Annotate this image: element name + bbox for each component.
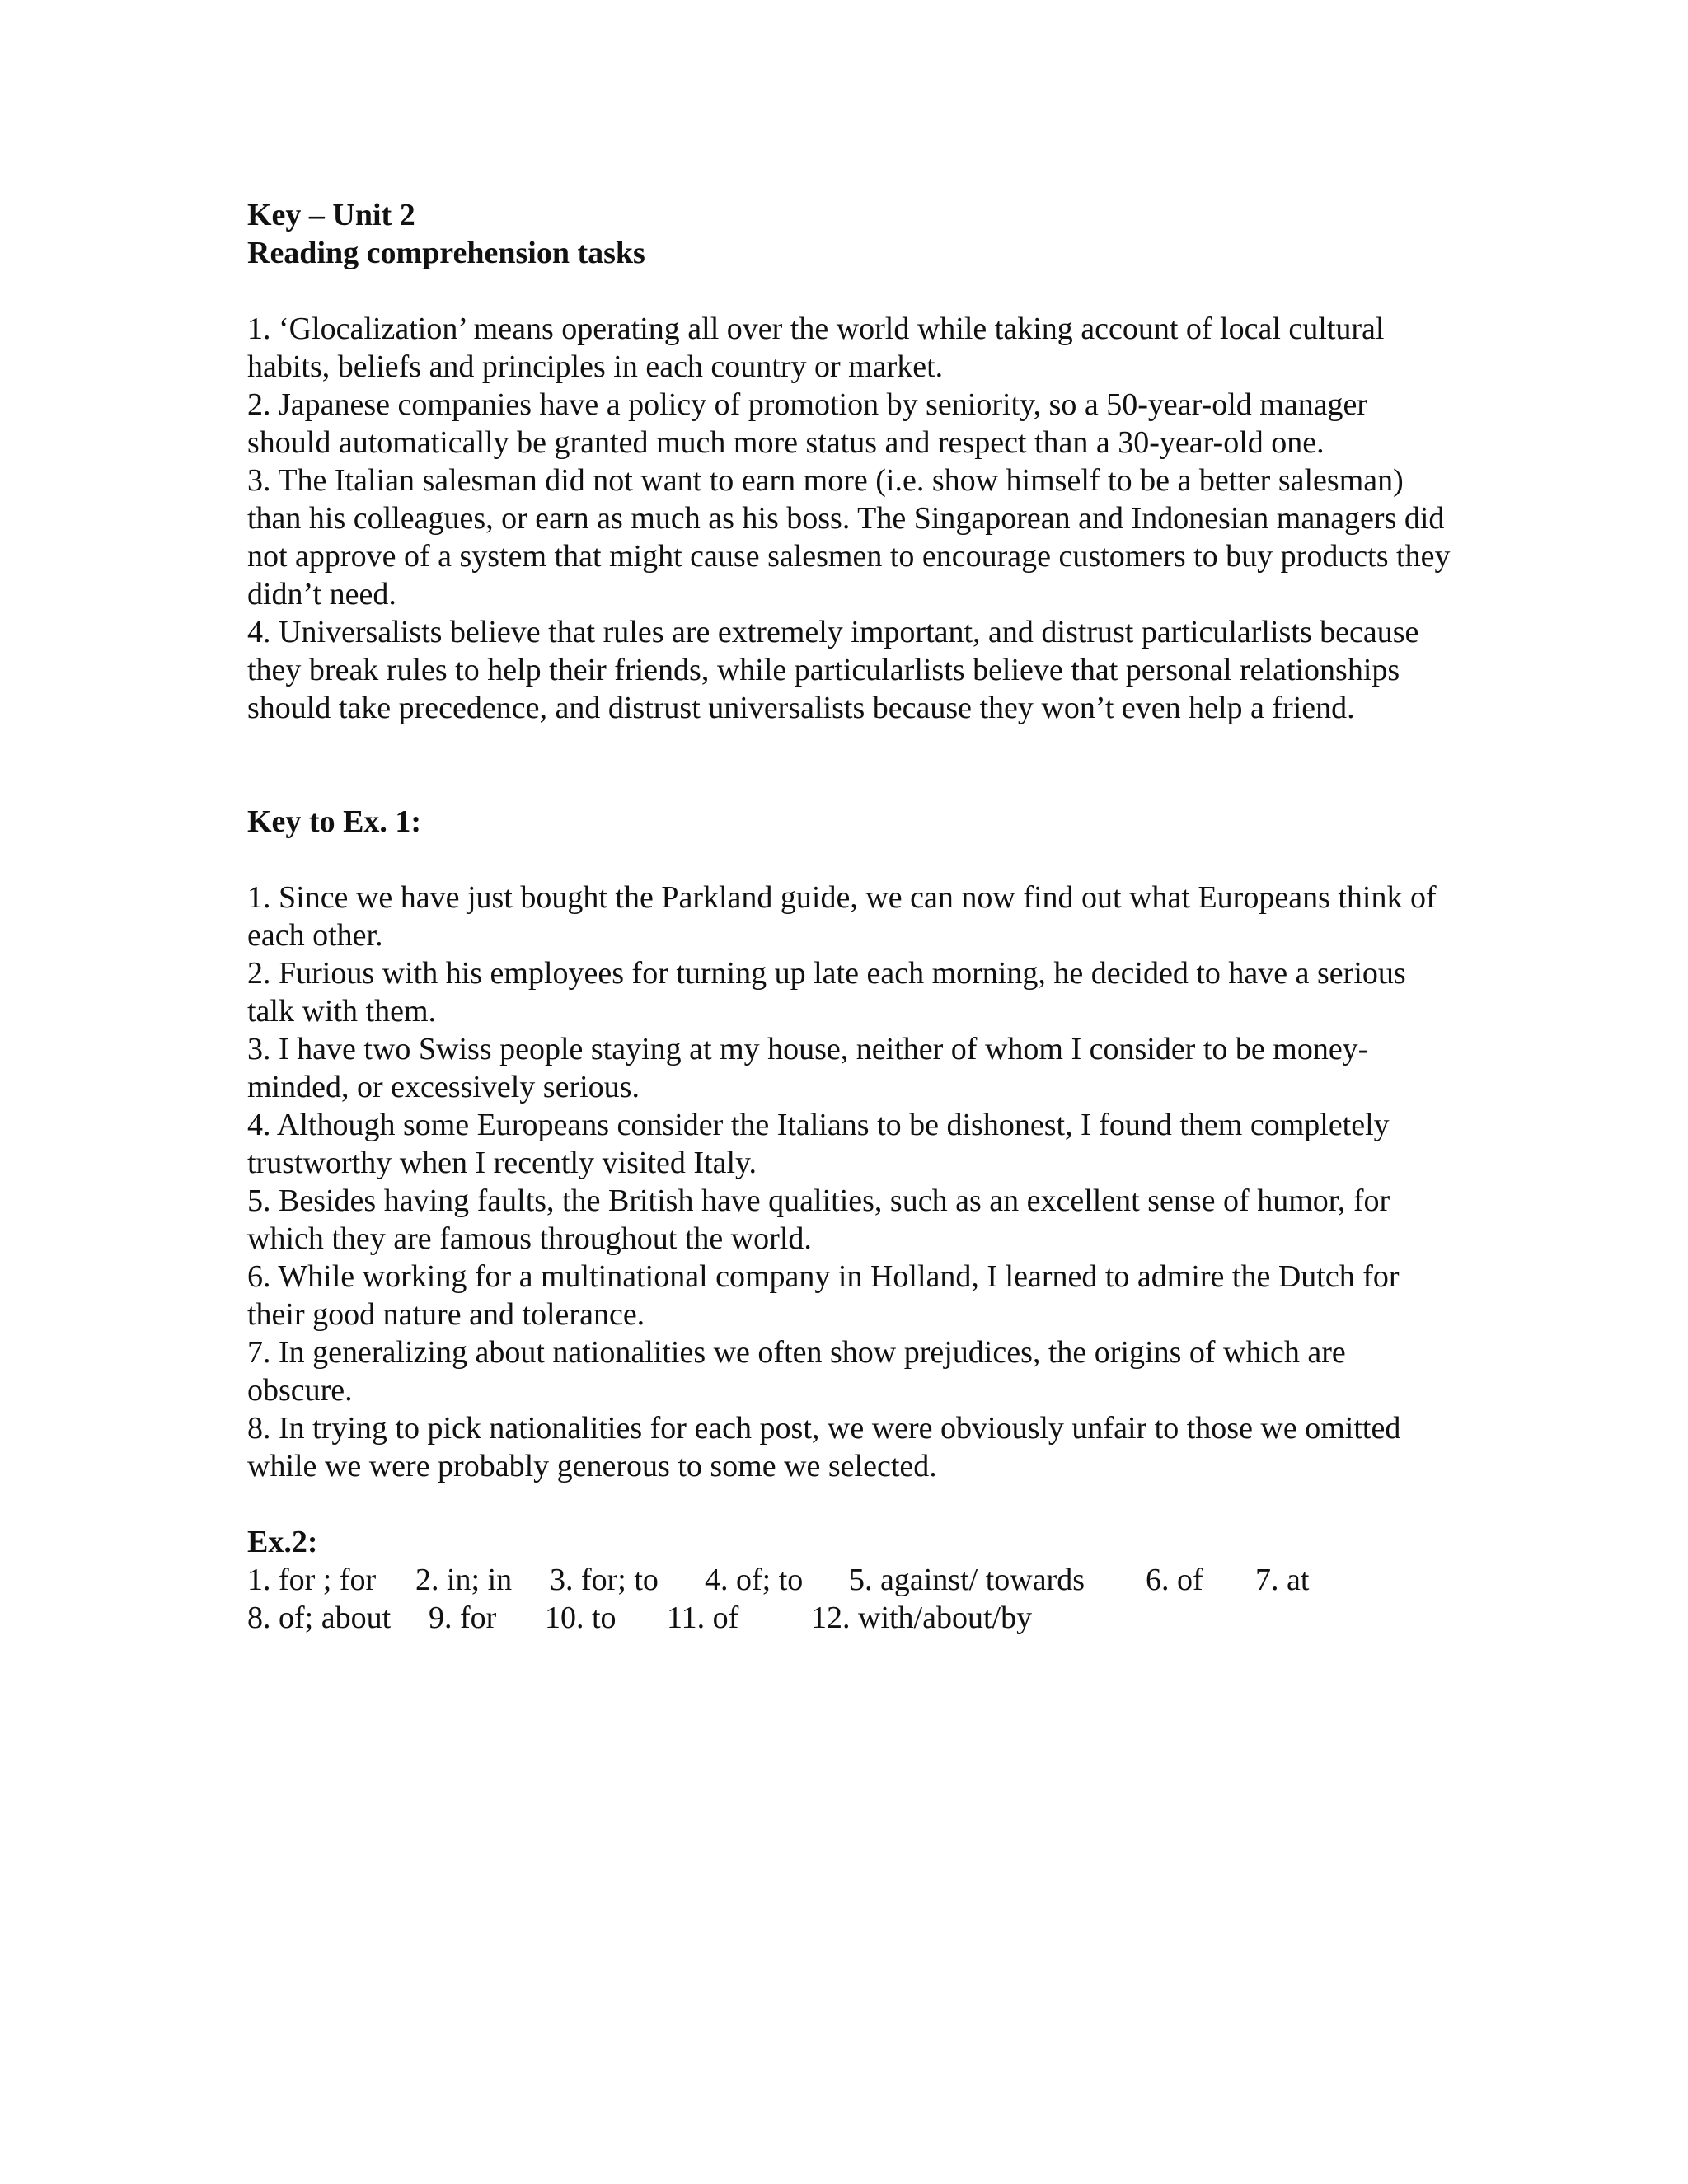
reading-answer: 1. ‘Glocalization’ means operating all over the world while taking account of local cultural habits, beliefs and principles in each country or market. [247, 312, 1385, 384]
ex1-answer: 6. While working for a multinational company in Holland, I learned to admire the Dutch for their good nature and tolerance. [247, 1259, 1400, 1332]
ex1-answer: 3. I have two Swiss people staying at my house, neither of whom I consider to be money-minded, or excessively serious. [247, 1032, 1369, 1104]
section-heading-reading: Reading comprehension tasks [247, 236, 645, 270]
page-title: Key – Unit 2 [247, 198, 415, 232]
ex1-answer: 7. In generalizing about nationalities we often show prejudices, the origins of which are obscure. [247, 1335, 1346, 1408]
ex2-answer: 5. against/ towards [849, 1563, 1085, 1597]
spacer [247, 841, 1451, 879]
ex2-answer: 11. of [667, 1601, 739, 1635]
section-heading-ex1: Key to Ex. 1: [247, 804, 422, 839]
reading-answer: 3. The Italian salesman did not want to earn more (i.e. show himself to be a better salesman) than his colleagues, or earn as much as his boss. The Singaporean and Indonesian managers did not approve of a system that might cause salesmen to encourage customers to buy products they didn’t need. [247, 463, 1451, 612]
ex2-answer: 8. of; about [247, 1601, 392, 1635]
ex2-answer: 12. with/about/by [811, 1601, 1033, 1635]
ex2-answer: 10. to [545, 1601, 617, 1635]
ex1-answer: 2. Furious with his employees for turning up late each morning, he decided to have a serious talk with them. [247, 956, 1406, 1029]
ex2-answer: 4. of; to [705, 1563, 804, 1597]
reading-answer: 2. Japanese companies have a policy of promotion by seniority, so a 50-year-old manager should automatically be granted much more status and respect than a 30-year-old one. [247, 387, 1368, 460]
ex2-answer: 7. at [1255, 1563, 1310, 1597]
ex2-answer: 2. in; in [415, 1563, 513, 1597]
section-heading-ex2: Ex.2: [247, 1525, 318, 1559]
ex2-row-2 [247, 1599, 1451, 1637]
ex2-answer: 6. of [1146, 1563, 1203, 1597]
ex1-answer: 4. Although some Europeans consider the Italians to be dishonest, I found them completely trustworthy when I recently visited Italy. [247, 1108, 1390, 1180]
ex2-answer: 3. for; to [550, 1563, 659, 1597]
ex1-answer: 8. In trying to pick nationalities for each post, we were obviously unfair to those we omitted while we were probably generous to some we selected. [247, 1411, 1401, 1483]
ex1-answers [247, 879, 1451, 1485]
document-page [247, 196, 1451, 1637]
ex2-answer: 1. for ; for [247, 1563, 377, 1597]
spacer [247, 727, 1451, 803]
ex2-row-1 [247, 1561, 1451, 1599]
ex1-answer: 1. Since we have just bought the Parkland guide, we can now find out what Europeans think of each other. [247, 880, 1437, 953]
reading-answers [247, 310, 1451, 727]
spacer [247, 1485, 1451, 1523]
spacer [247, 272, 1451, 310]
reading-answer: 4. Universalists believe that rules are extremely important, and distrust particularlists because they break rules to help their friends, while particularlists believe that personal relationships should take precedence, and distrust universalists because they won’t even help a friend. [247, 615, 1419, 725]
ex2-answer: 9. for [429, 1601, 497, 1635]
ex1-answer: 5. Besides having faults, the British have qualities, such as an excellent sense of humor, for which they are famous throughout the world. [247, 1183, 1390, 1256]
